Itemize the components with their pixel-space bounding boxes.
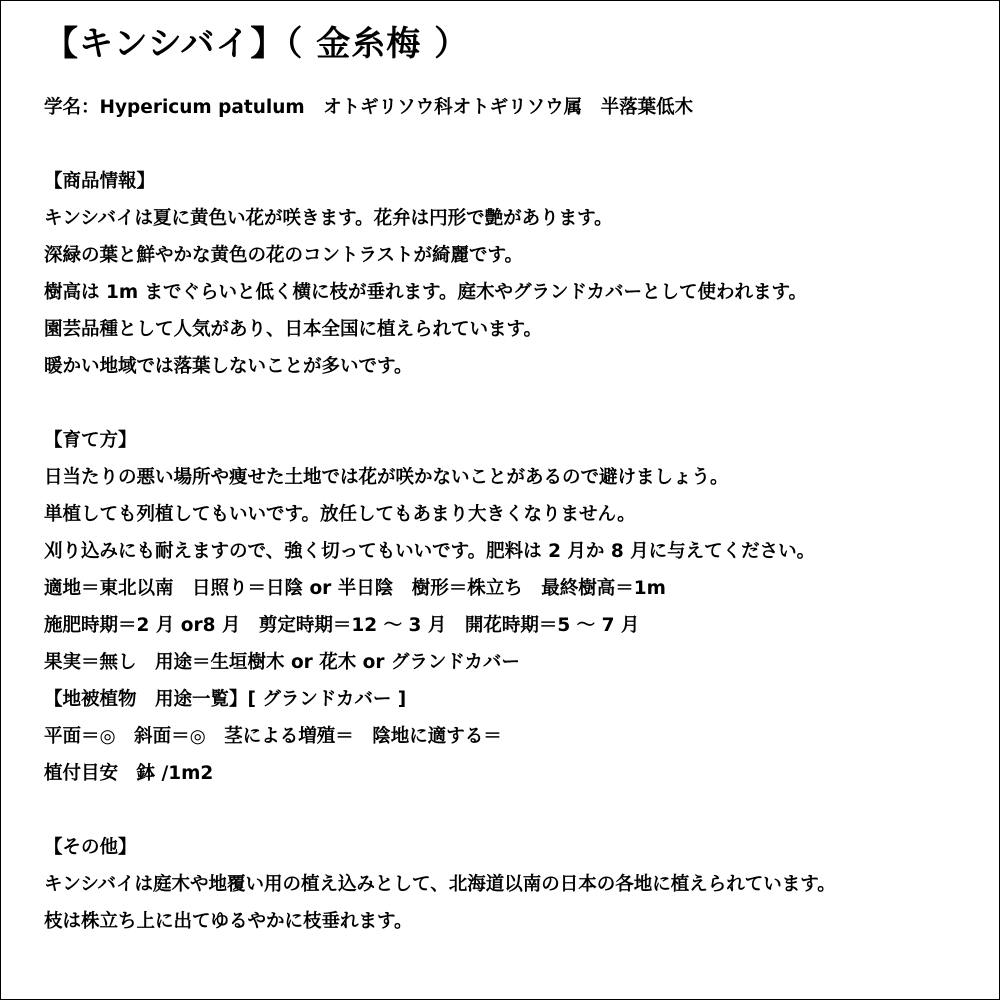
other-line: 枝は株立ち上に出てゆるやかに枝垂れます。 — [44, 911, 413, 932]
page-title: 【キンシバイ】（ 金糸梅 ） — [44, 24, 470, 64]
document-body — [44, 22, 974, 940]
section-heading-product-info: 【商品情報】 — [44, 171, 156, 192]
how-to-grow-line: 適地＝東北以南 日照り＝日陰 or 半日陰 樹形＝株立ち 最終樹高＝1m — [44, 578, 666, 599]
how-to-grow-line: 単植しても列植してもいいです。放任してもあまり大きくなりません。 — [44, 504, 636, 525]
product-info-section — [44, 163, 974, 385]
other-section — [44, 829, 974, 940]
other-line: キンシバイは庭木や地覆い用の植え込みとして、北海道以南の日本の各地に植えられています。 — [44, 874, 836, 895]
how-to-grow-line: 刈り込みにも耐えますので、強く切ってもいいです。肥料は 2 月か 8 月に与えてください。 — [44, 541, 816, 562]
how-to-grow-line: 日当たりの悪い場所や痩せた土地では花が咲かないことがあるので避けましょう。 — [44, 467, 729, 488]
product-info-line: 園芸品種として人気があり、日本全国に植えられています。 — [44, 319, 543, 340]
section-heading-how-to-grow: 【育て方】 — [44, 430, 137, 451]
how-to-grow-line: 施肥時期＝2 月 or8 月 剪定時期＝12 ～ 3 月 開花時期＝5 ～ 7 月 — [44, 615, 640, 636]
product-info-line: 樹高は 1m までぐらいと低く横に枝が垂れます。庭木やグランドカバーとして使われます。 — [44, 282, 808, 303]
spacer — [44, 126, 974, 163]
how-to-grow-section — [44, 422, 974, 681]
spacer — [44, 385, 974, 422]
section-heading-ground-cover: 【地被植物 用途一覧】[ グランドカバー ] — [44, 689, 407, 710]
product-info-line: 深緑の葉と鮮やかな黄色の花のコントラストが綺麗です。 — [44, 245, 523, 266]
how-to-grow-line: 果実＝無し 用途＝生垣樹木 or 花木 or グランドカバー — [44, 652, 520, 673]
ground-cover-line: 平面＝◎ 斜面＝◎ 茎による増殖＝ 陰地に適する＝ — [44, 726, 502, 747]
ground-cover-line: 植付目安 鉢 /1m2 — [44, 763, 214, 784]
product-info-line: 暖かい地域では落葉しないことが多いです。 — [44, 356, 413, 377]
scientific-name: 学名：Hypericum patulum オトギリソウ科オトギリソウ属 半落葉低木 — [44, 97, 694, 118]
spacer — [44, 792, 974, 829]
ground-cover-section — [44, 681, 974, 792]
section-heading-other: 【その他】 — [44, 837, 137, 858]
product-info-line: キンシバイは夏に黄色い花が咲きます。花弁は円形で艶があります。 — [44, 208, 613, 229]
